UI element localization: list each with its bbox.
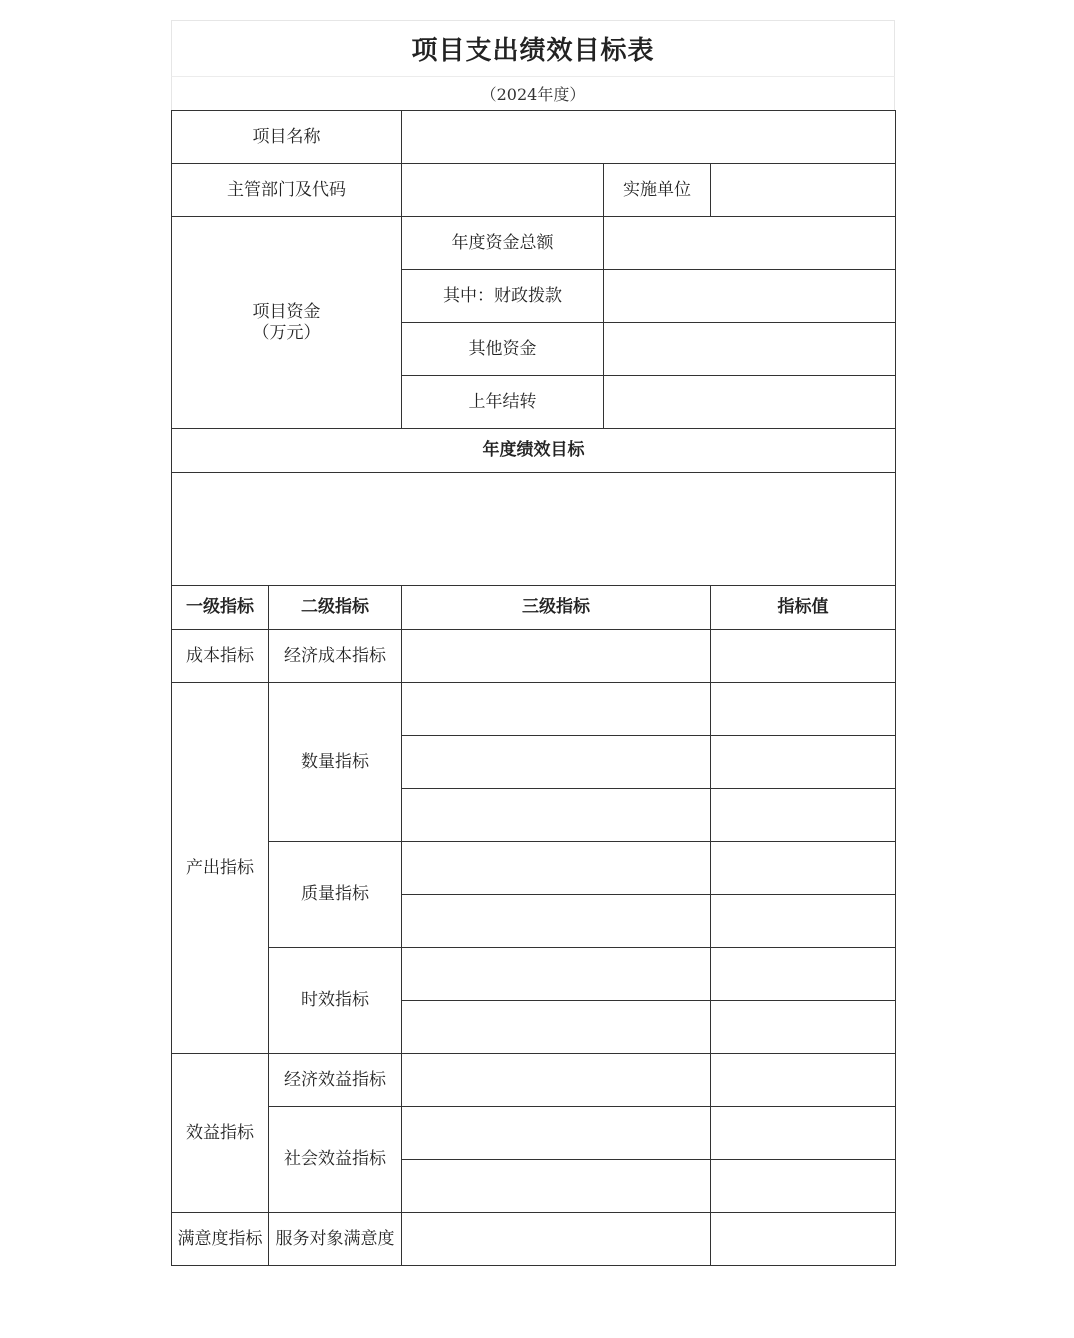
value-cell[interactable] — [711, 1107, 896, 1160]
impl-unit-cell[interactable] — [711, 164, 896, 217]
header-level1: 一级指标 — [172, 586, 269, 630]
value-cell[interactable] — [711, 1001, 896, 1054]
output-indicator-label: 产出指标 — [172, 683, 269, 1054]
value-cell[interactable] — [711, 683, 896, 736]
satisfaction-indicator-label: 满意度指标 — [172, 1213, 269, 1266]
level3-cell[interactable] — [402, 948, 711, 1001]
benefit-indicator-label: 效益指标 — [172, 1054, 269, 1213]
level3-cell[interactable] — [402, 789, 711, 842]
dept-code-label: 主管部门及代码 — [172, 164, 402, 217]
econ-benefit-indicator-label: 经济效益指标 — [269, 1054, 402, 1107]
level3-cell[interactable] — [402, 842, 711, 895]
fiscal-allocation-cell[interactable] — [604, 270, 896, 323]
level3-cell[interactable] — [402, 736, 711, 789]
goal-table — [171, 110, 896, 1266]
year-label: （2024年度） — [171, 77, 895, 110]
annual-goal-cell[interactable] — [172, 473, 896, 586]
page-title: 项目支出绩效目标表 — [171, 20, 895, 77]
annual-total-label: 年度资金总额 — [402, 217, 604, 270]
impl-unit-label: 实施单位 — [604, 164, 711, 217]
value-cell[interactable] — [711, 789, 896, 842]
header-level2: 二级指标 — [269, 586, 402, 630]
econ-cost-indicator-label: 经济成本指标 — [269, 630, 402, 683]
level3-cell[interactable] — [402, 1160, 711, 1213]
value-cell[interactable] — [711, 842, 896, 895]
project-name-label: 项目名称 — [172, 111, 402, 164]
value-cell[interactable] — [711, 1160, 896, 1213]
cost-indicator-label: 成本指标 — [172, 630, 269, 683]
level3-cell[interactable] — [402, 630, 711, 683]
other-fund-cell[interactable] — [604, 323, 896, 376]
level3-cell[interactable] — [402, 1054, 711, 1107]
quality-indicator-label: 质量指标 — [269, 842, 402, 948]
timeliness-indicator-label: 时效指标 — [269, 948, 402, 1054]
service-satisfaction-indicator-label: 服务对象满意度 — [269, 1213, 402, 1266]
social-benefit-indicator-label: 社会效益指标 — [269, 1107, 402, 1213]
value-cell[interactable] — [711, 895, 896, 948]
other-fund-label: 其他资金 — [402, 323, 604, 376]
project-fund-label — [172, 217, 402, 429]
project-name-cell[interactable] — [402, 111, 896, 164]
annual-total-cell[interactable] — [604, 217, 896, 270]
level3-cell[interactable] — [402, 895, 711, 948]
project-fund-label-line1: 项目资金 — [252, 301, 321, 322]
header-value: 指标值 — [711, 586, 896, 630]
dept-code-cell[interactable] — [402, 164, 604, 217]
value-cell[interactable] — [711, 948, 896, 1001]
project-fund-label-line2: （万元） — [252, 322, 321, 343]
carryover-label: 上年结转 — [402, 376, 604, 429]
value-cell[interactable] — [711, 1213, 896, 1266]
value-cell[interactable] — [711, 736, 896, 789]
level3-cell[interactable] — [402, 683, 711, 736]
level3-cell[interactable] — [402, 1213, 711, 1266]
value-cell[interactable] — [711, 1054, 896, 1107]
level3-cell[interactable] — [402, 1001, 711, 1054]
header-level3: 三级指标 — [402, 586, 711, 630]
fiscal-allocation-label: 其中：财政拨款 — [402, 270, 604, 323]
quantity-indicator-label: 数量指标 — [269, 683, 402, 842]
annual-goal-header: 年度绩效目标 — [172, 429, 896, 473]
carryover-cell[interactable] — [604, 376, 896, 429]
level3-cell[interactable] — [402, 1107, 711, 1160]
value-cell[interactable] — [711, 630, 896, 683]
performance-goal-sheet — [171, 20, 895, 1266]
